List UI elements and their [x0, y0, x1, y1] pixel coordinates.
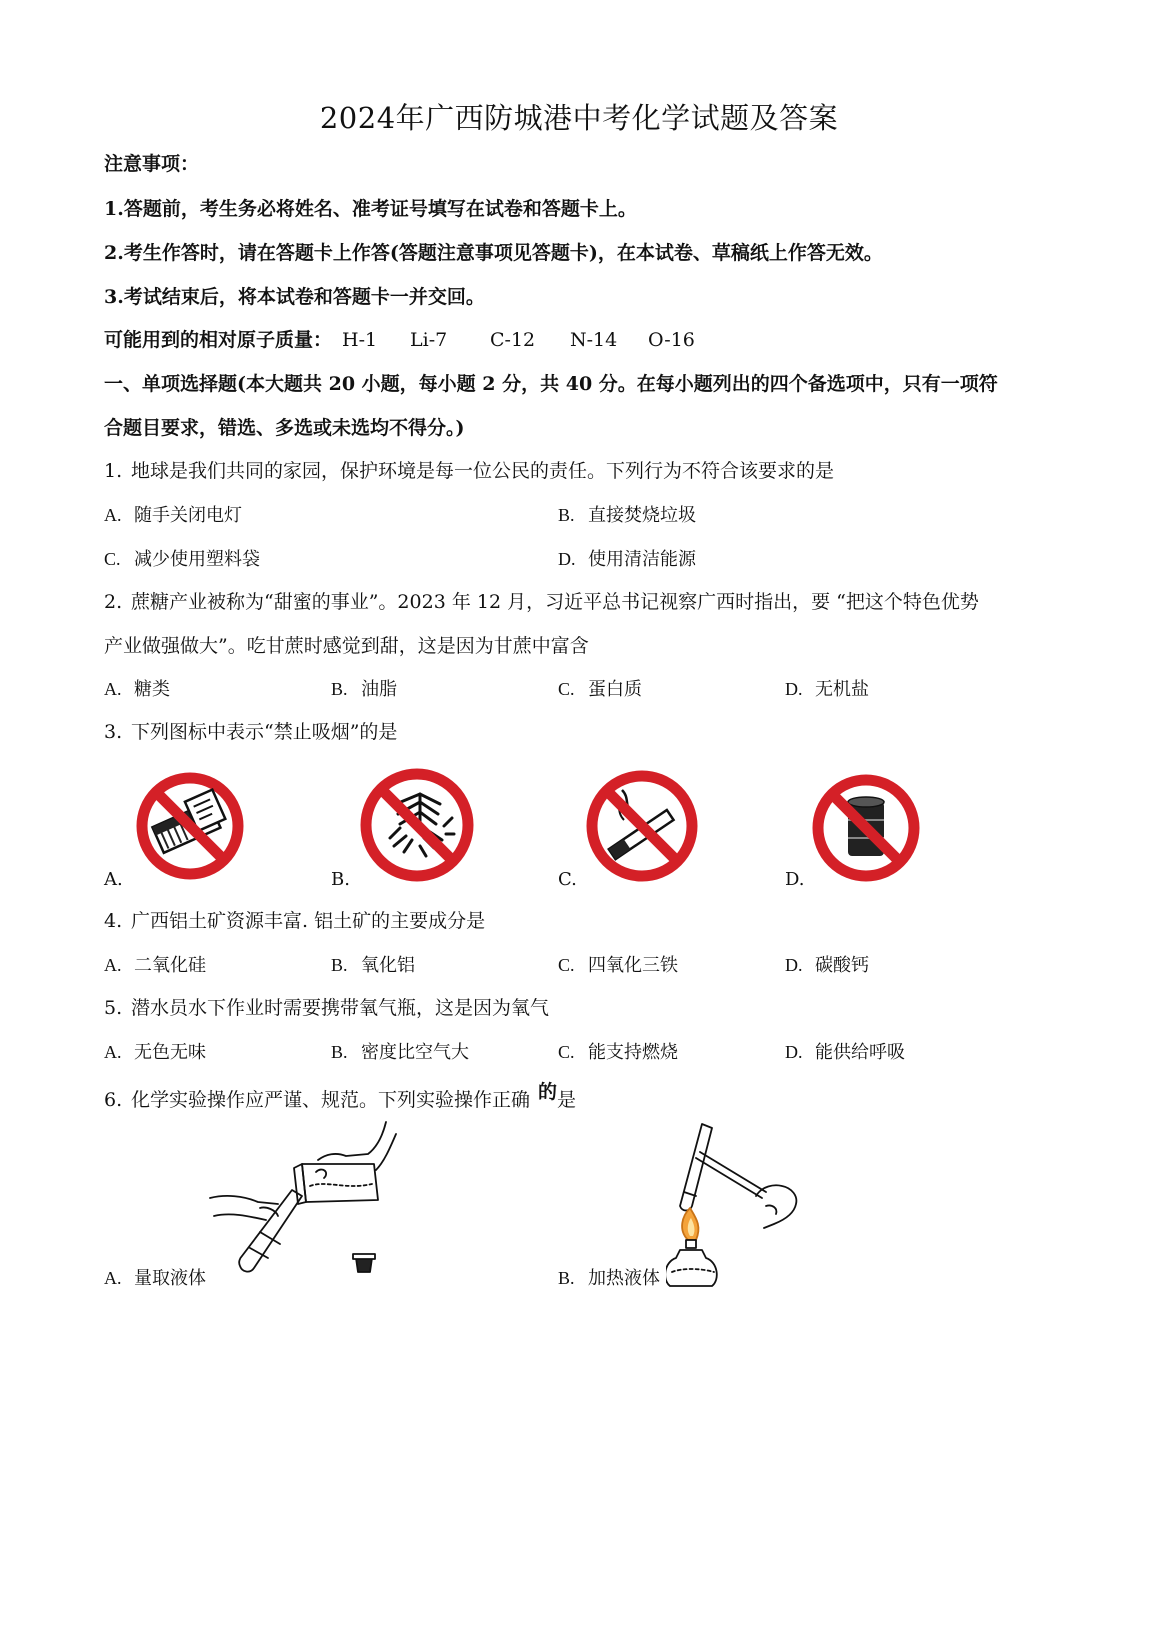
atomic-mass-li: Li-7: [410, 329, 448, 351]
option-key: C.: [104, 549, 121, 569]
page-title: 2024年广西防城港中考化学试题及答案: [319, 101, 839, 135]
option-text: 碳酸钙: [815, 955, 869, 976]
option-key: A.: [104, 679, 122, 699]
question-text: 地球是我们共同的家园，保护环境是每一位公民的责任。下列行为不符合该要求的是: [131, 460, 835, 482]
q3-option-c-key: C.: [558, 869, 577, 890]
alcohol-lamp-heating-icon[interactable]: [666, 1122, 806, 1296]
option-key: B.: [558, 505, 575, 525]
option-text: 能支持燃烧: [588, 1042, 678, 1063]
question-text: 广西铝土矿资源丰富. 铝土矿的主要成分是: [131, 910, 486, 932]
notice-item-2: 2.考生作答时，请在答题卡上作答(答题注意事项见答题卡)，在本试卷、草稿纸上作答无效。: [104, 242, 883, 264]
no-matches-icon[interactable]: [136, 772, 244, 880]
q6-option-a[interactable]: [104, 1266, 206, 1291]
option-key: D.: [558, 549, 576, 569]
no-smoking-icon[interactable]: [586, 770, 698, 882]
option-key: C.: [558, 955, 575, 975]
option-key: D.: [785, 679, 803, 699]
q5-option-b[interactable]: [331, 1040, 469, 1065]
question-number: 5.: [104, 997, 123, 1019]
notice-item-1: 1.答题前，考生务必将姓名、准考证号填写在试卷和答题卡上。: [104, 198, 637, 220]
question-text-line1: 蔗糖产业被称为“甜蜜的事业”。2023 年 12 月，习近平总书记视察广西时指出，要 “把这个特色优势: [131, 591, 979, 613]
question-text: 化学实验操作应严谨、规范。下列实验操作正确: [131, 1089, 531, 1111]
option-text: 能供给呼吸: [815, 1042, 905, 1063]
no-oil-drum-icon[interactable]: [812, 774, 920, 882]
question-text-end: 是: [557, 1089, 577, 1111]
option-text: 量取液体: [134, 1268, 206, 1289]
atomic-mass-o: O-16: [648, 329, 695, 351]
question-3: [104, 720, 397, 744]
option-text: 密度比空气大: [361, 1042, 469, 1063]
q1-option-c[interactable]: [104, 547, 260, 572]
q3-option-b-key: B.: [331, 869, 350, 890]
option-key: B.: [558, 1268, 575, 1288]
option-key: A.: [104, 1042, 122, 1062]
option-text: 加热液体: [588, 1268, 660, 1289]
q2-option-c[interactable]: [558, 677, 642, 702]
question-text-raised: 的: [538, 1081, 558, 1103]
q4-option-b[interactable]: [331, 953, 415, 978]
option-key: B.: [331, 679, 348, 699]
notice-heading: 注意事项：: [104, 153, 200, 175]
q5-option-c[interactable]: [558, 1040, 678, 1065]
option-text: 油脂: [361, 679, 397, 700]
question-text: 潜水员水下作业时需要携带氧气瓶，这是因为氧气: [131, 997, 550, 1019]
q1-option-b[interactable]: [558, 503, 696, 528]
option-text: 糖类: [134, 679, 170, 700]
atomic-mass-c: C-12: [490, 329, 536, 351]
q2-option-b[interactable]: [331, 677, 397, 702]
option-key: C.: [558, 679, 575, 699]
q4-option-a[interactable]: [104, 953, 206, 978]
question-text: 下列图标中表示“禁止吸烟”的是: [131, 721, 398, 743]
option-text: 氧化铝: [361, 955, 415, 976]
q2-option-a[interactable]: [104, 677, 170, 702]
notice-item-3: 3.考试结束后，将本试卷和答题卡一并交回。: [104, 286, 485, 308]
question-number: 1.: [104, 460, 123, 482]
question-number: 4.: [104, 910, 123, 932]
option-text: 减少使用塑料袋: [134, 549, 260, 570]
option-text: 随手关闭电灯: [134, 505, 242, 526]
option-text: 无色无味: [134, 1042, 206, 1063]
option-text: 无机盐: [815, 679, 869, 700]
q5-option-a[interactable]: [104, 1040, 206, 1065]
option-key: D.: [785, 955, 803, 975]
q1-option-d[interactable]: [558, 547, 696, 572]
question-6: [104, 1081, 577, 1112]
q3-option-d-key: D.: [785, 869, 805, 890]
no-fireworks-icon[interactable]: [360, 768, 474, 882]
option-text: 蛋白质: [588, 679, 642, 700]
option-text: 使用清洁能源: [588, 549, 696, 570]
option-key: A.: [104, 505, 122, 525]
option-text: 四氧化三铁: [588, 955, 678, 976]
question-2-line2: 产业做强做大”。吃甘蔗时感觉到甜，这是因为甘蔗中富含: [104, 635, 589, 657]
option-key: D.: [785, 1042, 803, 1062]
pouring-liquid-icon[interactable]: [206, 1120, 406, 1299]
atomic-masses-label: 可能用到的相对原子质量：: [104, 329, 333, 351]
atomic-mass-h: H-1: [342, 329, 378, 351]
atomic-mass-n: N-14: [570, 329, 618, 351]
question-1: [104, 459, 834, 483]
q4-option-d[interactable]: [785, 953, 869, 978]
option-key: A.: [104, 1268, 122, 1288]
question-number: 6.: [104, 1089, 123, 1111]
question-number: 2.: [104, 591, 123, 613]
q5-option-d[interactable]: [785, 1040, 905, 1065]
option-text: 二氧化硅: [134, 955, 206, 976]
question-2: [104, 590, 979, 614]
section1-line1: 一、单项选择题(本大题共 20 小题，每小题 2 分，共 40 分。在每小题列出的四个备选项中，只有一项符: [104, 373, 998, 395]
option-key: B.: [331, 955, 348, 975]
q2-option-d[interactable]: [785, 677, 869, 702]
question-4: [104, 909, 485, 933]
atomic-masses-line: [104, 328, 695, 352]
q4-option-c[interactable]: [558, 953, 678, 978]
question-number: 3.: [104, 721, 123, 743]
q1-option-a[interactable]: [104, 503, 242, 528]
question-5: [104, 996, 549, 1020]
option-text: 直接焚烧垃圾: [588, 505, 696, 526]
section1-line2: 合题目要求，错选、多选或未选均不得分。): [104, 417, 465, 439]
option-key: C.: [558, 1042, 575, 1062]
q3-option-a-key: A.: [104, 869, 123, 890]
q6-option-b[interactable]: [558, 1266, 660, 1291]
option-key: B.: [331, 1042, 348, 1062]
option-key: A.: [104, 955, 122, 975]
